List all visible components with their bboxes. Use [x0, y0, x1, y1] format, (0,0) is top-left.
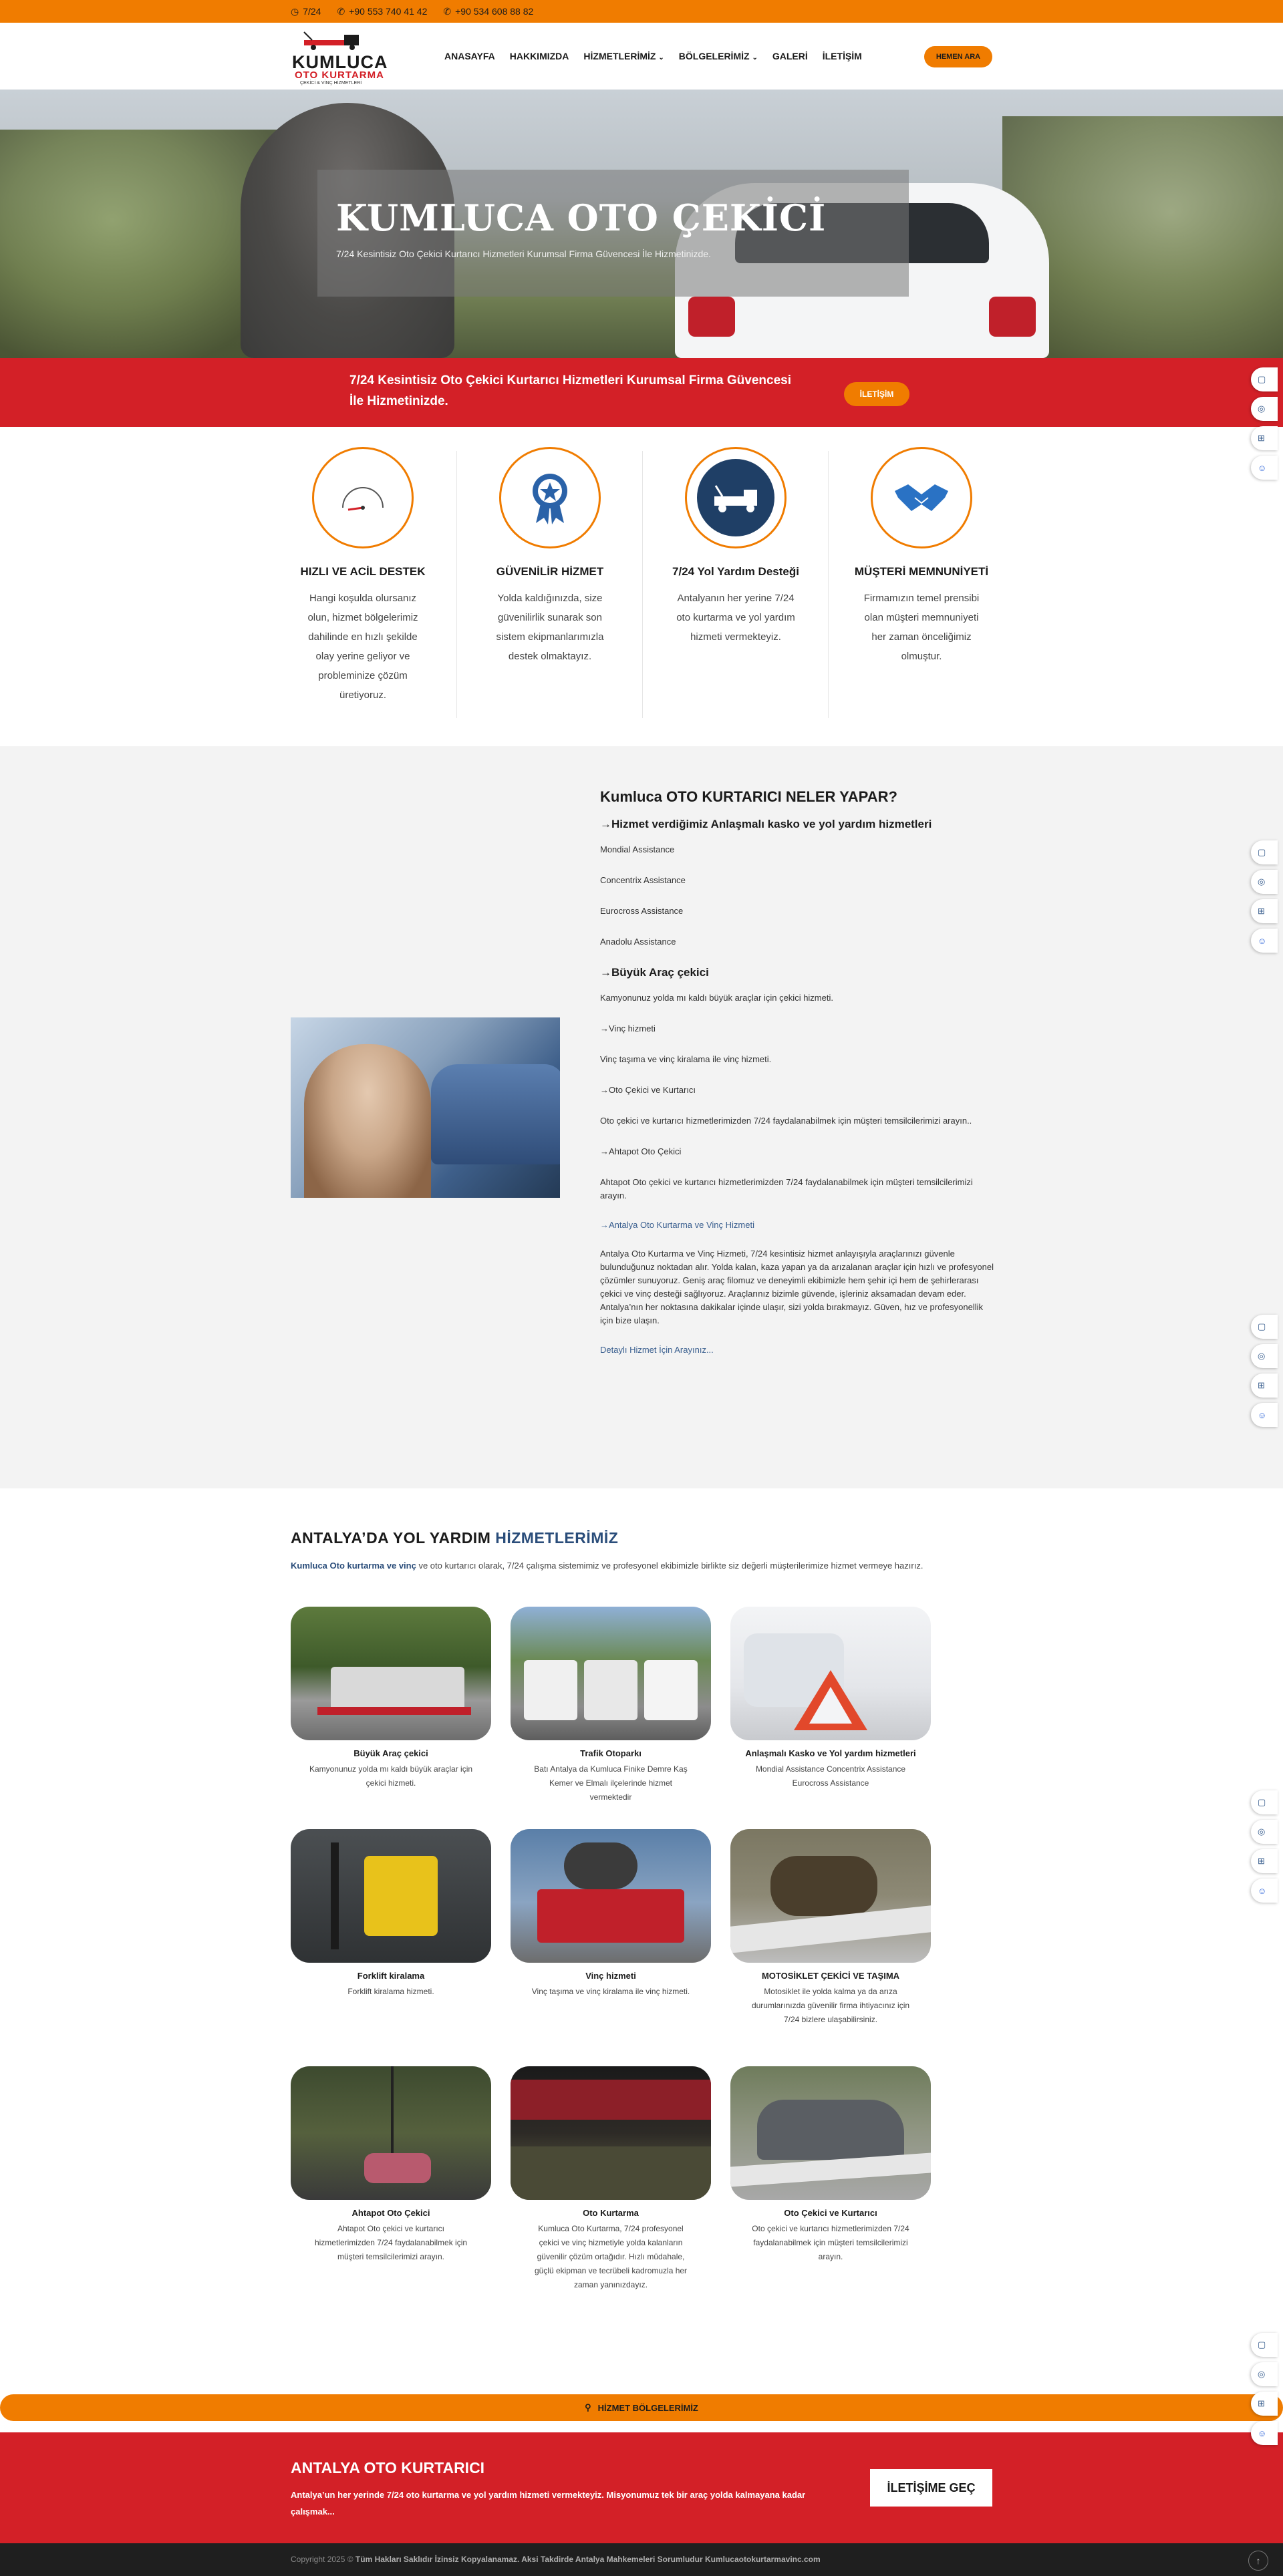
service-title: MOTOSİKLET ÇEKİCİ VE TAŞIMA [761, 1971, 900, 1981]
handshake-icon [891, 478, 952, 518]
features-section [0, 427, 1283, 746]
book-icon[interactable]: ▢ [1251, 1790, 1278, 1814]
service-image-truck [291, 1607, 491, 1740]
book-icon[interactable]: ▢ [1251, 840, 1278, 864]
grid-icon[interactable]: ⊞ [1251, 1374, 1278, 1398]
about-section [0, 746, 1283, 1488]
service-title: Büyük Araç çekici [353, 1748, 428, 1758]
clock-icon: ◷ [291, 5, 299, 17]
nav-item-regions[interactable] [679, 51, 758, 61]
contact-button[interactable]: İLETİŞİM [844, 382, 909, 406]
grid-icon[interactable]: ⊞ [1251, 1849, 1278, 1873]
globe-icon[interactable]: ◎ [1251, 397, 1278, 421]
feature-text: Yolda kaldığınızda, size güvenilirlik sunarak son sistem ekipmanlarımızla destek olmaktayız. [496, 593, 604, 662]
site-logo[interactable] [291, 31, 388, 86]
car-tail-light [688, 297, 735, 337]
hero-caption-panel [317, 170, 909, 297]
about-item: Vinç taşıma ve vinç kiralama ile vinç hizmeti. [600, 1054, 772, 1064]
service-card[interactable] [291, 1607, 491, 1790]
about-item: Ahtapot Oto çekici ve kurtarıcı hizmetlerimizden 7/24 faydalanabilmek için müşteri temsilcilerimizi arayın. [600, 1177, 973, 1200]
about-subheading-truck: →Büyük Araç çekici [600, 966, 709, 979]
feature-text: Hangi koşulda olursanız olun, hizmet bölgelerimiz dahilinde en hızlı şekilde olay yerine geliyor ve probleminize çözüm üretiyoruz. [307, 593, 418, 701]
copyright-text [291, 2555, 821, 2564]
phone-link-1[interactable] [337, 6, 427, 17]
top-bar [0, 0, 1283, 23]
accessibility-icon[interactable]: ☺ [1251, 456, 1278, 480]
service-title: Trafik Otoparkı [580, 1748, 642, 1758]
service-image-night-tow [511, 2066, 711, 2200]
logo-line-2: OTO KURTARMA [295, 69, 384, 81]
service-title: Vinç hizmeti [585, 1971, 636, 1981]
photo-woman [304, 1044, 431, 1198]
service-image-parking [511, 1607, 711, 1740]
hero-subtitle: 7/24 Kesintisiz Oto Çekici Kurtarıcı Hizmetleri Kurumsal Firma Güvencesi İle Hizmetinizde. [336, 249, 711, 259]
chevron-down-icon: ⌄ [752, 54, 758, 61]
accessibility-icon[interactable]: ☺ [1251, 1879, 1278, 1903]
service-image-motorcycle [730, 1829, 931, 1963]
service-card[interactable] [730, 1829, 931, 2027]
service-text: Oto çekici ve kurtarıcı hizmetlerimizden 7/24 faydalanabilmek için müşteri temsilcilerimizi arayın. [752, 2224, 909, 2261]
globe-icon[interactable]: ◎ [1251, 870, 1278, 894]
about-paragraph: Antalya Oto Kurtarma ve Vinç Hizmeti, 7/24 kesintisiz hizmet anlayışıyla araçlarınızı güvenle bulunduğunuz noktadan alır. Yolda kalan, kaza yapan ya da arızalanan araçlar için hızlı ve profesyonel çözümler sunuyoruz. Geniş araç filomuz ve deneyimli ekibimizle hem şehir içi hem de şehirlerarası çekici ve vinç desteği sağlıyoruz. Araçlarınız bizimle güvende, işleriniz aksamadan devam eder. Antalya’nın her noktasına dakikalar içinde ulaşır, sizi yolda bırakmayız. Güven, hız ve profesyonellik için bize ulaşın. [600, 1249, 994, 1325]
hero-title: KUMLUCA OTO ÇEKİCİ [336, 196, 827, 239]
book-icon[interactable]: ▢ [1251, 1315, 1278, 1339]
about-text-column [600, 788, 994, 1372]
accident-photo [291, 1017, 560, 1198]
map-marker-icon: ⚲ [585, 2402, 591, 2412]
about-item: Kamyonunuz yolda mı kaldı büyük araçlar için çekici hizmeti. [600, 993, 833, 1003]
globe-icon[interactable]: ◎ [1251, 1344, 1278, 1368]
services-section [0, 1488, 1283, 2394]
service-text: Mondial Assistance Concentrix Assistance Eurocross Assistance [755, 1764, 906, 1788]
nav-item-services-label: HİZMETLERİMİZ [583, 51, 656, 61]
cta-strip-text: 7/24 Kesintisiz Oto Çekici Kurtarıcı Hizmetleri Kurumsal Firma Güvencesi İle Hizmetinizde. [349, 373, 792, 408]
about-heading: Kumluca OTO KURTARICI NELER YAPAR? [600, 788, 897, 805]
phone-text-1: +90 553 740 41 42 [349, 6, 428, 17]
car-tail-light [989, 297, 1036, 337]
feature-title: 7/24 Yol Yardım Desteği [672, 565, 799, 578]
contact-us-button[interactable]: İLETİŞİME GEÇ [870, 2469, 992, 2507]
feature-text: Antalyanın her yerine 7/24 oto kurtarma ve yol yardım hizmeti vermekteyiz. [676, 593, 795, 643]
logo-line-1: KUMLUCA [292, 52, 388, 72]
nav-item-gallery[interactable]: GALERİ [772, 51, 808, 61]
about-item: →Vinç hizmeti [600, 1023, 656, 1033]
book-icon[interactable]: ▢ [1251, 367, 1278, 391]
partner-item: Anadolu Assistance [600, 937, 676, 947]
partner-item: Eurocross Assistance [600, 906, 684, 916]
accessibility-icon[interactable]: ☺ [1251, 929, 1278, 953]
speedometer-icon [336, 478, 390, 518]
feature-icon-circle [312, 447, 414, 548]
nav-item-contact[interactable]: İLETİŞİM [822, 51, 862, 61]
accessibility-icon[interactable]: ☺ [1251, 1403, 1278, 1427]
antalya-service-link[interactable]: →Antalya Oto Kurtarma ve Vinç Hizmeti [600, 1220, 754, 1230]
grid-icon[interactable]: ⊞ [1251, 899, 1278, 923]
service-image-car-tow [730, 2066, 931, 2200]
service-image-octopus [291, 2066, 491, 2200]
hours-info [291, 6, 321, 17]
service-text: Ahtapot Oto çekici ve kurtarıcı hizmetlerimizden 7/24 faydalanabilmek için müşteri temsilcilerimizi arayın. [314, 2224, 468, 2261]
side-widget-group [1251, 1790, 1283, 1908]
services-heading [291, 1529, 618, 1547]
side-widget-group [1251, 2333, 1283, 2450]
service-text: Motosiklet ile yolda kalma ya da arıza durumlarınızda güvenilir firma ihtiyacınız için 7/24 bizlere ulaşabilirsiniz. [751, 1987, 910, 2024]
service-regions-bar[interactable] [0, 2394, 1283, 2421]
service-text: Kamyonunuz yolda mı kaldı büyük araçlar için çekici hizmeti. [309, 1764, 473, 1788]
nav-item-about[interactable]: HAKKIMIZDA [509, 51, 569, 61]
service-title: Oto Çekici ve Kurtarıcı [784, 2208, 877, 2218]
chevron-down-icon: ⌄ [658, 54, 664, 61]
hours-text: 7/24 [303, 6, 321, 17]
feature-title: GÜVENİLİR HİZMET [496, 565, 604, 578]
side-widget-group [1251, 367, 1283, 485]
grid-icon[interactable]: ⊞ [1251, 2392, 1278, 2416]
service-title: Ahtapot Oto Çekici [351, 2208, 430, 2218]
service-image-roadside [730, 1607, 931, 1740]
feature-card [270, 427, 456, 721]
nav-item-regions-label: BÖLGELERİMİZ [678, 51, 750, 61]
award-badge-icon [527, 471, 573, 524]
feature-icon-circle [871, 447, 972, 548]
service-card[interactable] [511, 1607, 711, 1804]
scroll-to-top-button[interactable]: ↑ [1248, 2551, 1268, 2571]
feature-title: MÜŞTERİ MEMNUNİYETİ [854, 565, 989, 578]
about-item: →Ahtapot Oto Çekici [600, 1146, 682, 1156]
copyright-notice: Tüm Hakları Saklıdır İzinsiz Kopyalanamaz. Aksi Takdirde Antalya Mahkemeleri Sorumludur Kumlucaotokurtarmavinc.com [355, 2555, 821, 2564]
feature-card [643, 427, 829, 721]
hero-trees-left [0, 130, 281, 358]
service-card[interactable] [511, 1829, 711, 1999]
service-card[interactable] [291, 1829, 491, 1999]
feature-text: Firmamızın temel prensibi olan müşteri memnuniyeti her zaman önceliğimiz olmuştur. [863, 593, 980, 662]
service-title: Forklift kiralama [357, 1971, 425, 1981]
about-item: →Oto Çekici ve Kurtarıcı [600, 1085, 696, 1095]
photo-car [431, 1064, 560, 1164]
tow-truck-icon [696, 458, 776, 538]
service-regions-label: HİZMET BÖLGELERİMİZ [597, 2402, 698, 2413]
logo-line-3: ÇEKİCİ & VİNÇ HİZMETLERİ [300, 81, 362, 86]
services-intro-rest: ve oto kurtarıcı olarak, 7/24 çalışma sistemimiz ve profesyonel ekibimizle birlikte siz değerli müşterilerimize hizmet vermeye hazırız. [416, 1561, 923, 1571]
service-text: Vinç taşıma ve vinç kiralama ile vinç hizmeti. [531, 1987, 690, 1996]
services-heading-b: HİZMETLERİMİZ [495, 1529, 619, 1547]
services-intro [291, 1558, 932, 1574]
feature-card [829, 427, 1014, 721]
service-text: Forklift kiralama hizmeti. [347, 1987, 434, 1996]
service-card[interactable] [730, 2066, 931, 2264]
globe-icon[interactable]: ◎ [1251, 1820, 1278, 1844]
feature-icon-circle [685, 447, 787, 548]
footer-title: ANTALYA OTO KURTARICI [291, 2459, 485, 2476]
services-heading-a: ANTALYA’DA YOL YARDIM [291, 1529, 496, 1547]
hero-banner [0, 90, 1283, 358]
partner-item: Concentrix Assistance [600, 875, 686, 885]
side-widget-group [1251, 1315, 1283, 1432]
phone-icon: ✆ [443, 5, 452, 17]
grid-icon[interactable]: ⊞ [1251, 426, 1278, 450]
service-text: Batı Antalya da Kumluca Finike Demre Kaş Kemer ve Elmalı ilçelerinde hizmet vermektedir [534, 1764, 688, 1802]
partner-item: Mondial Assistance [600, 844, 675, 854]
footer-cta [0, 2432, 1283, 2543]
details-call-link[interactable]: Detaylı Hizmet İçin Arayınız... [600, 1345, 714, 1355]
globe-icon[interactable]: ◎ [1251, 2362, 1278, 2386]
service-text: Kumluca Oto Kurtarma, 7/24 profesyonel çekici ve vinç hizmetiyle yolda kalanların güvenilir çözüm ortağıdır. Hızlı müdahale, güçlü ekipman ve tecrübeli kadromuzla her zaman yanınızdayız. [534, 2224, 688, 2289]
cta-strip [0, 358, 1283, 427]
side-widget-group [1251, 840, 1283, 958]
feature-icon-circle [499, 447, 601, 548]
service-card[interactable] [291, 2066, 491, 2264]
service-card[interactable] [511, 2066, 711, 2292]
service-card[interactable] [730, 1607, 931, 1790]
phone-text-2: +90 534 608 88 82 [455, 6, 534, 17]
nav-item-services[interactable] [583, 51, 664, 61]
service-image-crane [511, 1829, 711, 1963]
service-image-forklift [291, 1829, 491, 1963]
copyright-year: Copyright 2025 © [291, 2555, 355, 2564]
call-now-button[interactable]: HEMEN ARA [924, 46, 992, 67]
feature-title: HIZLI VE ACİL DESTEK [300, 565, 426, 578]
phone-link-2[interactable] [443, 6, 533, 17]
footer-text: Antalya’un her yerinde 7/24 oto kurtarma ve yol yardım hizmeti vermekteyiz. Misyonumuz tek bir araç yolda kalmayana kadar çalışmak... [291, 2490, 806, 2517]
accessibility-icon[interactable]: ☺ [1251, 2421, 1278, 2445]
services-intro-bold: Kumluca Oto kurtarma ve vinç [291, 1561, 416, 1571]
copyright-bar [0, 2543, 1283, 2576]
book-icon[interactable]: ▢ [1251, 2333, 1278, 2357]
feature-card [457, 427, 643, 721]
warning-triangle-icon [791, 1667, 871, 1734]
service-title: Oto Kurtarma [583, 2208, 639, 2218]
main-nav [444, 51, 862, 61]
service-title: Anlaşmalı Kasko ve Yol yardım hizmetleri [745, 1748, 916, 1758]
tow-truck-logo-icon [299, 31, 372, 51]
about-item: Oto çekici ve kurtarıcı hizmetlerimizden 7/24 faydalanabilmek için müşteri temsilcilerimizi arayın.. [600, 1116, 972, 1126]
about-subheading-partners: →Hizmet verdiğimiz Anlaşmalı kasko ve yol yardım hizmetleri [600, 818, 932, 830]
nav-item-home[interactable]: ANASAYFA [444, 51, 495, 61]
phone-icon: ✆ [337, 5, 345, 17]
